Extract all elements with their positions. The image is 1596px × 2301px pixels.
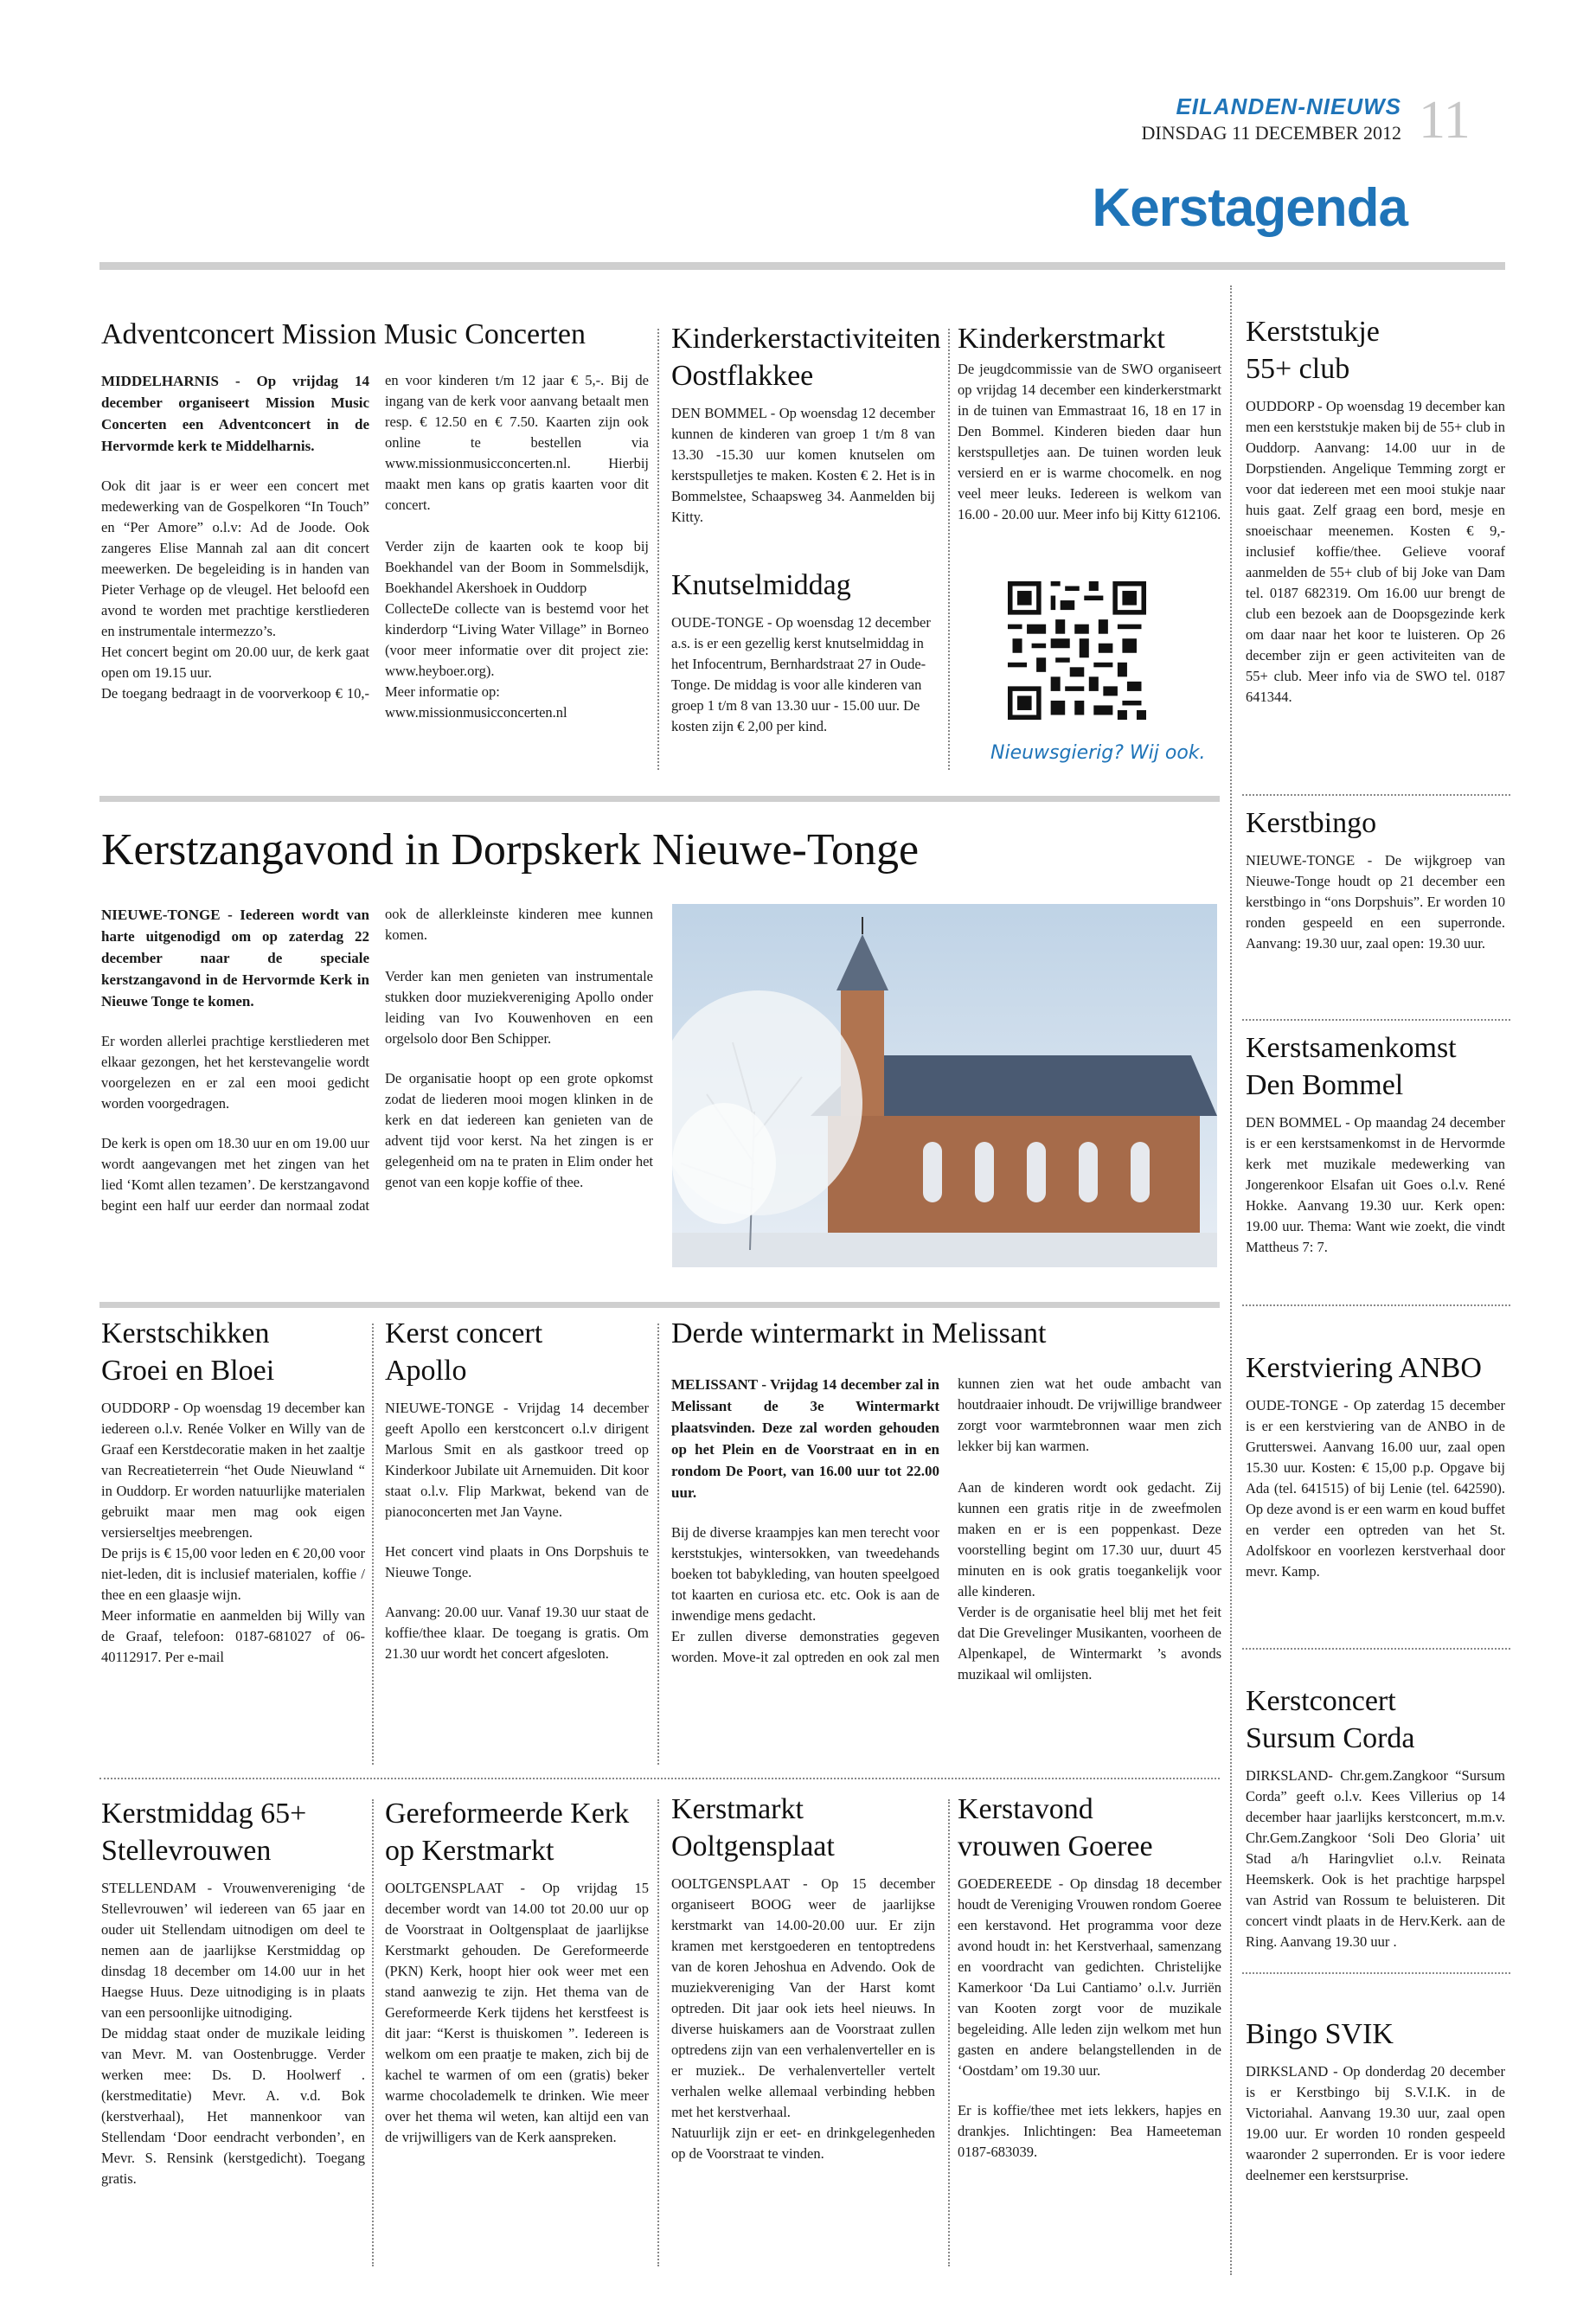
article-text: STELLENDAM - Vrouwenvereniging ‘de Stellevrouwen’ wil iedereen van 65 jaar en ouder uit Stellendam uitnodigen om deel te nemen aan de jaarlijkse Kerstmiddag op dinsdag 18 december om 14.00 uur in het Haegse Huus. Deze uitnodiging is in plaats van een persoonlijke uitnodiging. [101, 1880, 365, 2021]
article-text: GOEDEREEDE - Op dinsdag 18 december houdt de Vereniging Vrouwen rondom Goeree een kerstavond. Het programma voor deze avond houdt in: het Kerstverhaal, samenzang en voordracht van gedichten. Christelijke Kamerkoor ‘Da Lui Cantiamo’ o.l.v. Jurriën van Kooten zorgt voor de muzikale begeleiding. Alle leden zijn welkom met hun gasten en andere belangstellenden in de ‘Oostdam’ om 19.30 uur. [958, 1875, 1221, 2079]
article-title: Gereformeerde Kerk op Kerstmarkt [385, 1798, 630, 1867]
article-text: Het concert vind plaats in Ons Dorpshuis te Nieuwe Tonge. [385, 1543, 649, 1580]
article-text: Bij de diverse kraampjes kan men terecht voor kerststukjes, wintersokken, van tweedehands boeken tot babykleding, van houten speelgoed tot kaarten en curiosa etc. etc. Ook is aan de inwendige mens gedacht. [671, 1524, 939, 1624]
article-text: Verder zijn de kaarten ook te koop bij Boekhandel van der Boom in Sommelsdijk, Boekhandel Akershoek in Ouddorp [385, 538, 649, 596]
article-kinderkerstmarkt [958, 320, 1221, 525]
article-text: Verder kan men genieten van instrumentale stukken door muziekvereniging Apollo onder leiding van Ivo Kouwenhoven en een orgelsolo door Ben Schipper. [385, 968, 653, 1047]
article-text: De organisatie hoopt op een grote opkomst zodat de liederen mooi mogen klinken in de kerk en dat iedereen kan genieten van de advent tijd voor kerst. Na het zingen is er gelegenheid om na te praten in Elim onder het genot van een kopje koffie of thee. [385, 1070, 653, 1190]
article-text: Meer informatie op: www.missionmusicconcerten.nl [385, 683, 567, 721]
dotted-rule [1242, 1648, 1510, 1650]
article-title: Kinderkerstactiviteiten Oostflakkee [671, 323, 941, 392]
article-text: OOLTGENSPLAAT - Op 15 december organiseert BOOG weer de jaarlijkse kerstmarkt van 14.00-20.00 uur. Er zijn kramen met kerstgoederen en tentoptredens van de koren Jehoshua en Advendo. Ook de muziekvereniging Van der Harst komt optreden. Dit jaar ook iets heel nieuws. In diverse huiskamers aan de Voorstraat zullen optredens zijn van een verhalenverteller en is er muziek.. De verhalenverteller vertelt verhalen welke allemaal verbinding hebben met het kerstverhaal. [671, 1875, 935, 2120]
article-adventconcert-col2 [385, 370, 649, 723]
article-wintermarkt-col2 [958, 1374, 1221, 1685]
dotted-rule [1242, 794, 1510, 796]
article-text: kunnen zien wat het oude ambacht van houtdraaier inhoudt. De vrijwillige brandweer zorgt voor warmtebronnen waar men zich lekker bij kan warmen. [958, 1375, 1221, 1454]
article-title: Kerststukje 55+ club [1246, 316, 1380, 385]
column-divider [657, 1324, 659, 1765]
article-sursum-corda [1246, 1682, 1505, 1952]
article-lead: MIDDELHARNIS - Op vrijdag 14 december organiseert Mission Music Concerten een Adventconcert in de Hervormde kerk te Middelharnis. [101, 373, 369, 454]
section-rule [99, 1302, 1220, 1308]
article-kerststukje [1246, 313, 1505, 708]
article-text: Natuurlijk zijn er eet- en drinkgelegenheden op de Voorstraat te vinden. [671, 2125, 935, 2162]
column-divider [372, 1799, 374, 2266]
masthead [1116, 93, 1401, 144]
article-kerstzangavond-col2 [385, 904, 653, 1193]
article-text: CollecteDe collecte van is bestemd voor het kinderdorp “Living Water Village” in Borneo (voor meer informatie over dit project zie: www.heyboer.org). [385, 600, 649, 679]
article-text: Aan de kinderen wordt ook gedacht. Zij kunnen een gratis ritje in de zweefmolen maken en er is een poppenkast. Deze voorstelling begint om 17.30 uur, duurt 45 minuten en is ook gratis toegankelijk voor alle kinderen. [958, 1479, 1221, 1599]
article-text: OOLTGENSPLAAT - Op vrijdag 15 december wordt van 14.00 tot 20.00 uur op de Voorstraat in Ooltgensplaat de jaarlijkse Kerstmarkt gehouden. De Gereformeerde (PKN) Kerk, hoopt hier ook weer met een stand aanwezig te zijn. Het thema van de Gereformeerde Kerk tijdens het kerstfeest is dit jaar: “Kerst is thuiskomen ”. Iedereen is welkom om een praatje te maken, zich bij de kachel te warmen of om een (gratis) beker warme chocolademelk te drinken. Wie meer over het thema wil weten, kan altijd een van de vrijwilligers van de Kerk aanspreken. [385, 1880, 649, 2145]
article-title: Kerstconcert Sursum Corda [1246, 1685, 1415, 1754]
article-text: NIEUWE-TONGE - De wijkgroep van Nieuwe-Tonge houdt op 21 december een kerstbingo in “ons Dorpshuis”. Er worden 10 ronden gespeeld en een superronde. Aanvang: 19.30 uur, zaal open: 19.30 uur. [1246, 852, 1505, 952]
article-text: Aanvang: 20.00 uur. Vanaf 19.30 uur staat de koffie/thee klaar. De toegang is gratis. Om 21.30 uur wordt het concert afgesloten. [385, 1604, 649, 1662]
article-text: De middag staat onder de muzikale leiding van Mevr. M. van Oostenbrugge. Verder werken mee: Ds. D. Hoolwerf .(kerstmeditatie) Mevr. A. v.d. Bok (kerstverhaal), Het mannenkoor van Stellendam ‘Door eendracht verbonden’, en Mevr. S. Rensink (kerstgedicht). Toegang gratis. [101, 2025, 365, 2187]
article-title: Kerstavond vrouwen Goeree [958, 1793, 1153, 1862]
article-title: Kerstmarkt Ooltgensplaat [671, 1793, 835, 1862]
article-kerstavond-goeree [958, 1791, 1221, 2163]
column-divider [657, 329, 659, 770]
column-divider [948, 1799, 950, 2266]
church-winter-photo [672, 904, 1217, 1267]
page-number: 11 [1419, 91, 1471, 150]
article-lead: MELISSANT - Vrijdag 14 december zal in Melissant de 3e Wintermarkt plaatsvinden. Deze zal worden gehouden op het Plein en de Voorstraat en in en rondom De Poort, van 16.00 uur tot 22.00 uur. [671, 1376, 939, 1501]
article-text: DEN BOMMEL - Op maandag 24 december is er een kerstsamenkomst in de Hervormde kerk met muzikale medewerking van Jongerenkoor Elsafan uit Goes o.l.v. René Hokke. Aanvang 19.30 uur. Kerk open: 19.00 uur. Thema: Want wie zoekt, die vindt Mattheus 7: 7. [1246, 1114, 1505, 1255]
article-title: Kerstbingo [1246, 807, 1377, 839]
article-text: OUDE-TONGE - Op zaterdag 15 december is er een kerstviering van de ANBO in de Grutterswei. Aanvang 16.00 uur, zaal open 15.30 uur. Kosten: € 15,00 p.p. Opgave bij Ada (tel. 641515) of bij Lenie (tel. 642590). Op deze avond is er een warm en koud buffet en verder een optreden van het St. Adolfskoor en voorlezen kerstverhaal door mevr. Kamp. [1246, 1397, 1505, 1580]
column-divider [657, 1799, 659, 2266]
article-kinderkerstactiviteiten [671, 320, 941, 528]
dotted-rule [1242, 1972, 1510, 1974]
article-kerstzangavond-col1 [101, 904, 369, 1216]
article-kerstbingo [1246, 804, 1505, 954]
article-title: Adventconcert Mission Music Concerten [101, 318, 586, 350]
column-divider [948, 329, 950, 770]
article-text: Het concert begint om 20.00 uur, de kerk gaat open om 19.15 uur. [101, 644, 369, 681]
article-text: NIEUWE-TONGE - Vrijdag 14 december geeft Apollo een kerstconcert o.l.v dirigent Marlous Smit en als gastkoor treed op Kinderkoor Jubilate uit Arnemuiden. Dit koor staat o.l.v. Flip Markwat, bekend van de pianoconcerten met Jan Vayne. [385, 1400, 649, 1520]
article-title: Bingo SVIK [1246, 2018, 1394, 2050]
article-text: Ook dit jaar is er weer een concert met medewerking van de Gospelkoren “In Touch” en “Per Amore” o.l.v: Ad de Joode. Ook zangeres Elise Mannah zal aan dit concert meewerken. De begeleiding is in handen van Pieter Verhage op de vleugel. Het beloofd een avond te worden met prachtige kerstliederen en instrumentale intermezzo’s. [101, 478, 369, 639]
qr-slogan: Nieuwsgierig? Wij ook. [990, 742, 1206, 764]
article-kerst-concert-apollo [385, 1315, 649, 1664]
issue-date: DINSDAG 11 DECEMBER 2012 [1141, 122, 1401, 144]
article-text: Meer informatie en aanmelden bij Willy van de Graaf, telefoon: 0187-681027 of 06-40112917. Per e-mail [101, 1607, 365, 1665]
article-wintermarkt [671, 1315, 1225, 1361]
dotted-rule [1242, 1304, 1510, 1306]
article-title: Kerstmiddag 65+ Stellevrouwen [101, 1798, 307, 1867]
article-text: en voor kinderen t/m 12 jaar € 5,-. Bij de ingang van de kerk voor aanvang betaalt men resp. € 12.50 en € 7.50. Kaarten zijn ook online te bestellen via www.missionmusicconcerten.nl. Hierbij maakt men kans op gratis kaarten voor dit concert. [385, 372, 649, 513]
article-text: De jeugdcommissie van de SWO organiseert op vrijdag 14 december een kinderkerstmarkt in de tuinen van Emmastraat 16, 18 en 17 in Den Bommel. Kinderen bieden daar hun kerstspulletjes aan. De tuinen worden leuk versierd en er is warme chocomelk. en nog veel meer leuks. Iedereen is welkom van 16.00 - 20.00 uur. Meer info bij Kitty 612106. [958, 361, 1221, 522]
article-wintermarkt-col1 [671, 1374, 939, 1668]
article-title: Kinderkerstmarkt [958, 323, 1165, 355]
section-rule [99, 796, 1220, 802]
article-headline: Kerstzangavond in Dorpskerk Nieuwe-Tonge [101, 825, 920, 875]
article-text: Er is koffie/thee met iets lekkers, hapjes en drankjes. Inlichtingen: Bea Hameeteman 0187-683039. [958, 2102, 1221, 2160]
article-title: Derde wintermarkt in Melissant [671, 1317, 1047, 1349]
article-title: Kerstviering ANBO [1246, 1352, 1482, 1384]
article-title: Kerst concert Apollo [385, 1317, 543, 1387]
dotted-rule [1242, 1019, 1510, 1021]
qr-code-icon[interactable] [1008, 581, 1146, 720]
article-title: Knutselmiddag [671, 569, 851, 601]
article-kerstsamenkomst [1246, 1029, 1505, 1258]
top-rule [99, 262, 1505, 270]
article-text: DIRKSLAND- Chr.gem.Zangkoor “Sursum Corda” geeft o.l.v. Kees Villerius op 14 december haar jaarlijks kerstconcert, m.m.v. Chr.Gem.Zangkoor ‘Soli Deo Gloria’ uit Stad a/h Haringvliet o.l.v. Reinata Heemskerk. Ook is het prachtige harpspel van Astrid van Rossum te beluisteren. Dit concert vindt plaats in de Herv.Kerk. aan de Ring. Aanvang 19.30 uur . [1246, 1767, 1505, 1950]
article-text: ook de allerkleinste kinderen mee kunnen komen. [385, 906, 653, 943]
article-text: De prijs is € 15,00 voor leden en € 20,00 voor niet-leden, dit is inclusief materialen, koffie / thee en een glaasje wijn. [101, 1545, 365, 1603]
article-knutselmiddag [671, 567, 935, 737]
section-title: Kerstagenda [1092, 178, 1407, 238]
newspaper-logo: EILANDEN-NIEUWS [1176, 93, 1401, 119]
article-text: DIRKSLAND - Op donderdag 20 december is er Kerstbingo bij S.V.I.K. in de Victoriahal. Aanvang 19.30 uur, zaal open 19.00 uur. Er worden 10 ronden gespeeld waaronder 2 superronden. Er is voor iedere deelnemer een kerstsurprise. [1246, 2063, 1505, 2183]
column-divider [372, 1324, 374, 1765]
article-kerstmarkt-ooltgensplaat [671, 1791, 935, 2164]
article-text: OUDE-TONGE - Op woensdag 12 december a.s. is er een gezellig kerst knutselmiddag in het Infocentrum, Bernhardstraat 27 in Oude-Tonge. De middag is voor alle kinderen van groep 1 t/m 8 van 13.30 uur - 15.00 uur. De kosten zijn € 2,00 per kind. [671, 614, 931, 734]
article-text: OUDDORP - Op woensdag 19 december kan men een kerststukje maken bij de 55+ club in Ouddorp. Aanvang: 14.00 uur in de Dorpstienden. Angelique Temming zorgt er voor dat iedereen met een mooi stukje naar huis gaat. Zelf graag een bord, mesje en snoeischaar meenemen. Kosten € 9,- inclusief koffie/thee. Gelieve vooraf aanmelden de 55+ club of bij Joke van Dam tel. 0187 682319. Om 16.00 uur brengt de club een bezoek aan de Doopsgezinde kerk om daar naar het koor te luisteren. Op 26 december zijn er geen activiteiten van de 55+ club. Meer info via de SWO tel. 0187 641344. [1246, 398, 1505, 705]
article-gereformeerde-kerk [385, 1795, 649, 2148]
article-text: De toegang bedraagt in de voorverkoop € 10,- [101, 685, 369, 702]
article-text: OUDDORP - Op woensdag 19 december kan iedereen o.l.v. Renée Volker en Willy van de Graaf een Kerstdecoratie maken in het zaaltje van Recreatieterrein “het Oude Nieuwland “ in Ouddorp. Er worden natuurlijke materialen gebruikt maar men mag ook eigen versierseltjes meebrengen. [101, 1400, 365, 1541]
article-bingo-svik [1246, 2016, 1505, 2186]
article-text: Er zullen diverse demonstraties gegeven worden. Move-it zal optreden en ook zal men [671, 1628, 939, 1665]
article-adventconcert [101, 316, 646, 362]
article-adventconcert-col1 [101, 370, 369, 704]
article-text: De kerk is open om 18.30 uur en om 19.00 uur wordt aangevangen met het zingen van het lied ‘Komt allen tezamen’. De kerstzangavond begint een half uur eerder dan normaal zodat [101, 1135, 369, 1214]
article-text: DEN BOMMEL - Op woensdag 12 december kunnen de kinderen van groep 1 t/m 8 van 13.30 -15.30 uur komen knutselen om kerstspulletjes te maken. Kosten € 2. Het is in Bommelstee, Schaapsweg 34. Aanmelden bij Kitty. [671, 405, 935, 525]
article-kerstzangavond [101, 824, 1217, 877]
article-lead: NIEUWE-TONGE - Iedereen wordt van harte uitgenodigd om op zaterdag 22 december naar de speciale kerstzangavond in de Hervormde Kerk in Nieuwe Tonge te komen. [101, 907, 369, 1009]
article-title: Kerstsamenkomst Den Bommel [1246, 1032, 1457, 1101]
article-text: Er worden allerlei prachtige kerstliederen met elkaar gezongen, het het kerstevangelie wordt voorgelezen en er zal een mooi gedicht worden voorgedragen. [101, 1033, 369, 1112]
column-divider [1230, 285, 1232, 2275]
dotted-rule [99, 1778, 1220, 1779]
article-kerstmiddag-65 [101, 1795, 365, 2189]
article-text: Verder is de organisatie heel blij met het feit dat Die Grevelinger Musikanten, voorheen de Alpenkapel, de Wintermarkt ’s avonds muzikaal wil omlijsten. [958, 1604, 1221, 1682]
article-kerstviering-anbo [1246, 1349, 1505, 1582]
article-kerstschikken [101, 1315, 365, 1668]
article-title: Kerstschikken Groei en Bloei [101, 1317, 275, 1387]
